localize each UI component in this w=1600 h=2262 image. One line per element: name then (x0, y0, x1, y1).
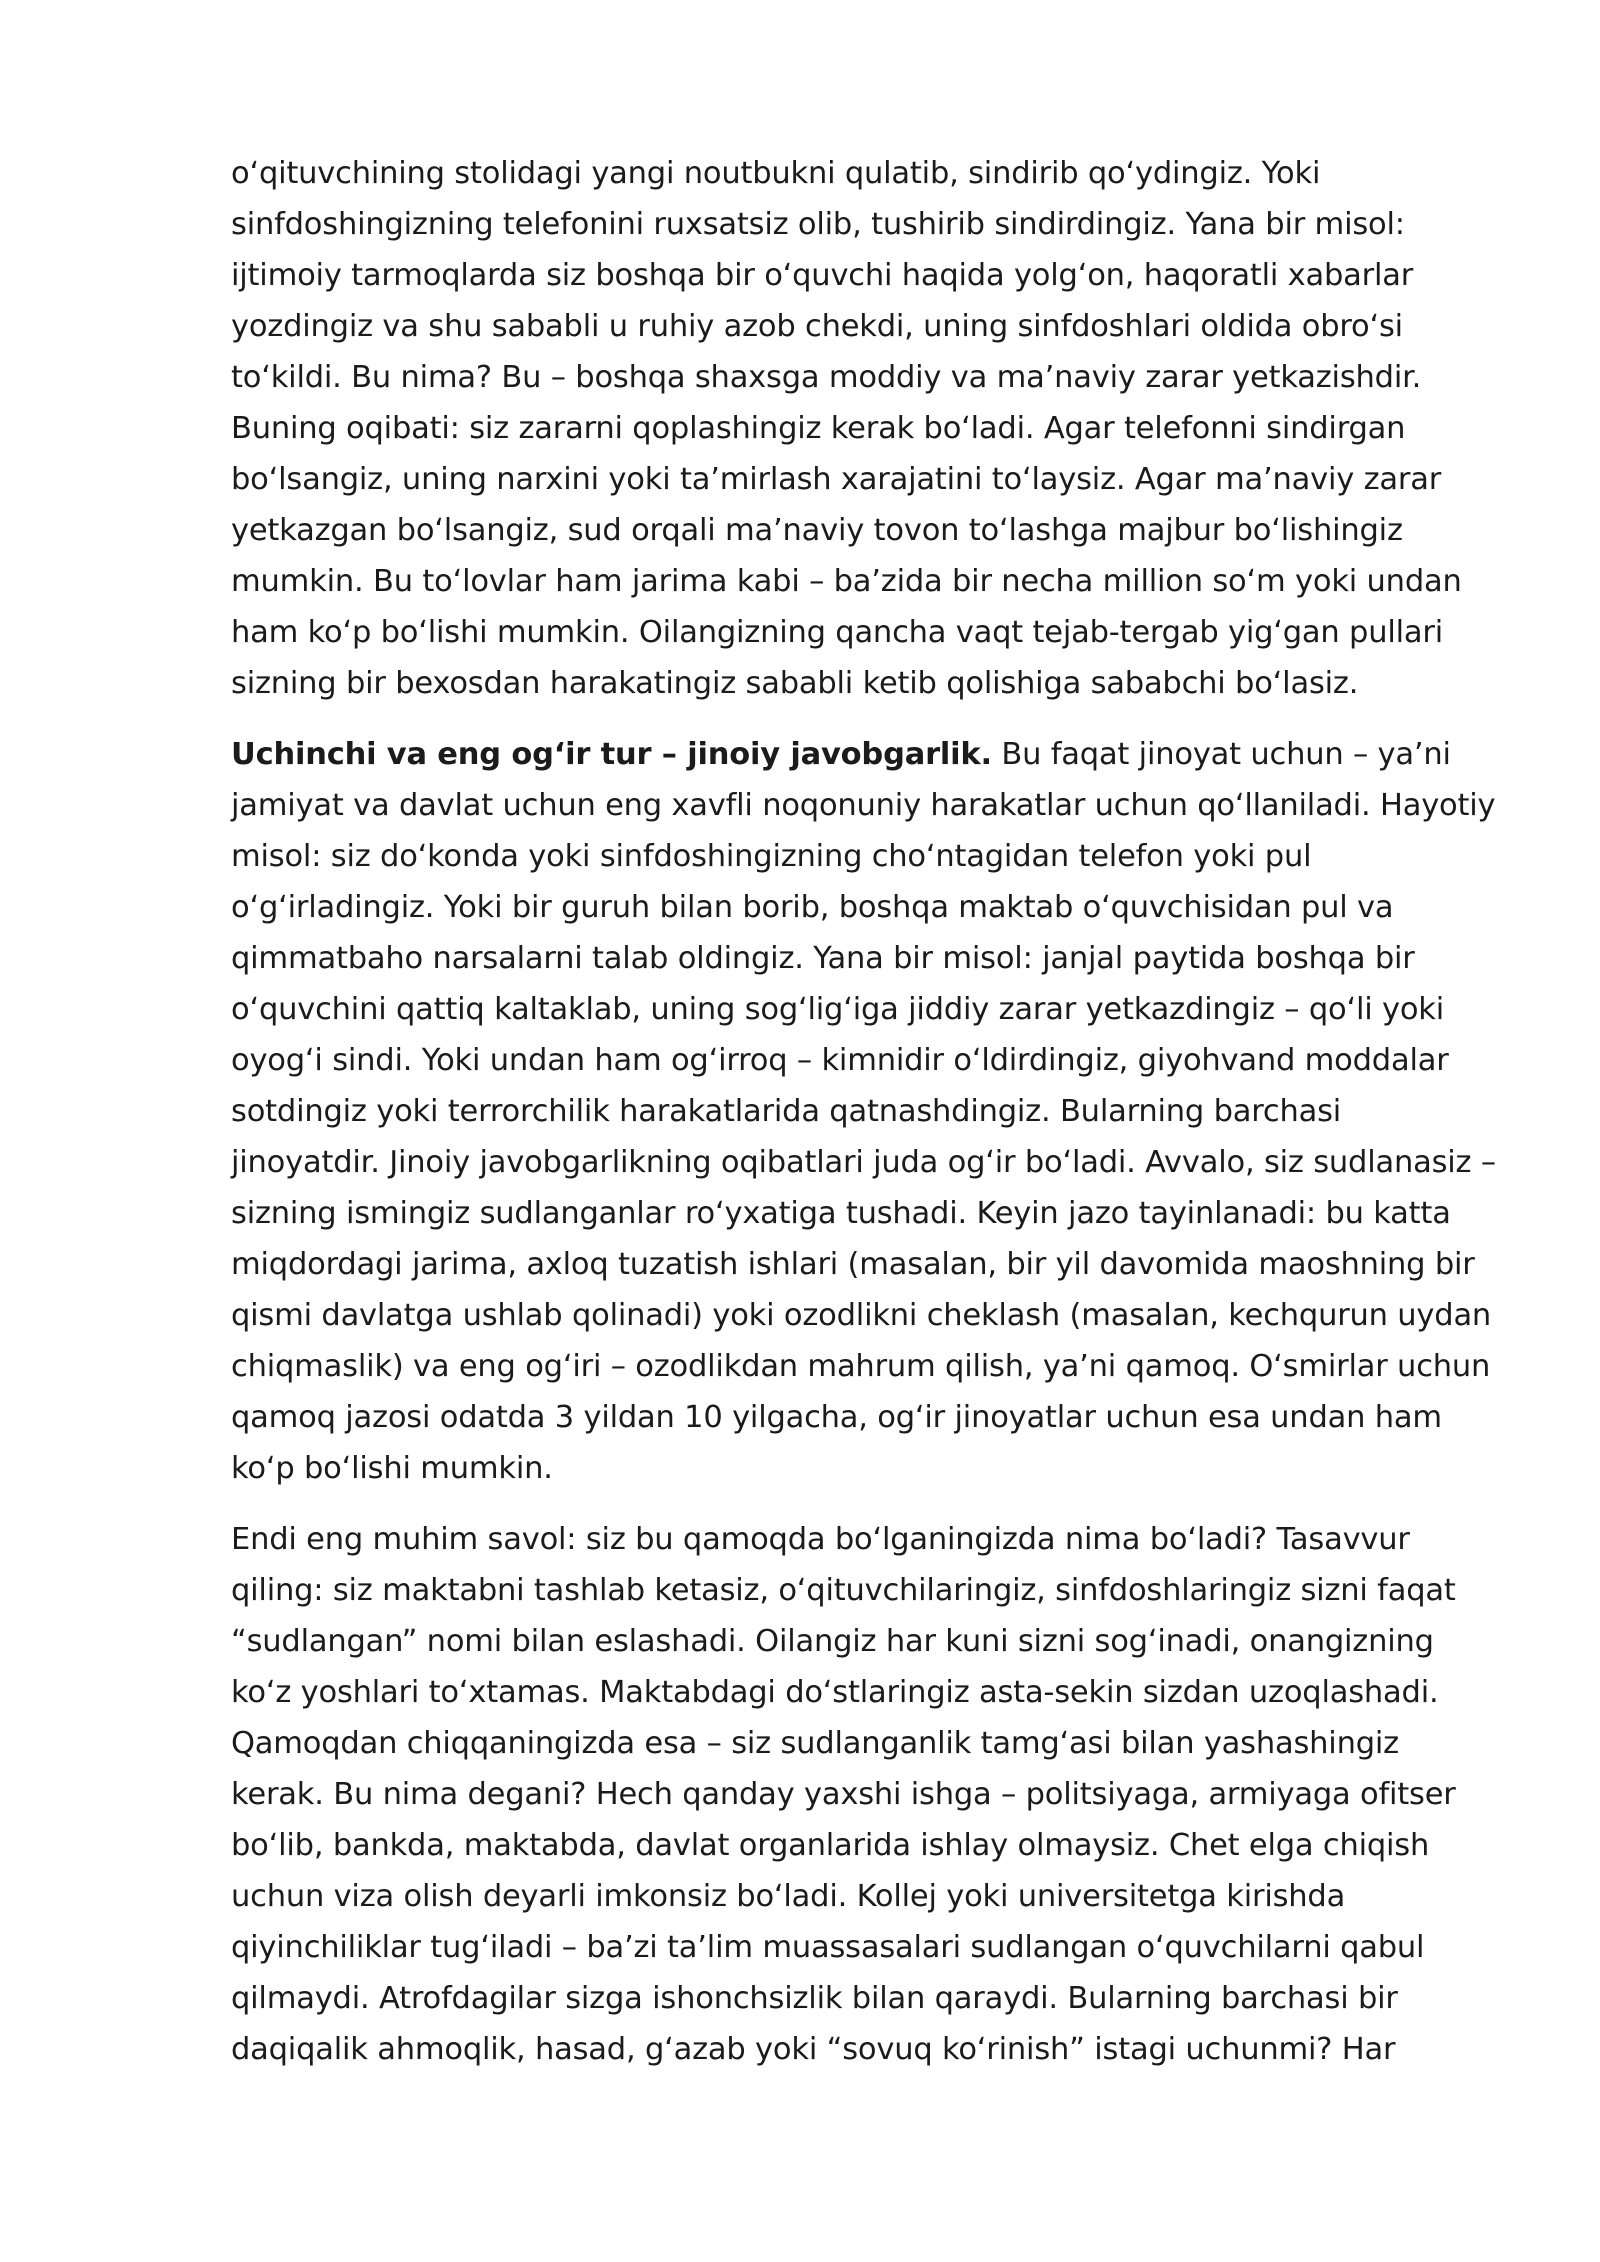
paragraph-criminal-liability (231, 729, 1501, 1494)
paragraph-lead-bold: Uchinchi va eng ogʻir tur – jinoiy javobgarlik. (231, 737, 992, 772)
paragraph-body: oʻqituvchining stolidagi yangi noutbukni qulatib, sindirib qoʻydingiz. Yoki sinfdoshingizning telefonini ruxsatsiz olib, tushirib sindirdingiz. Yana bir misol: ijtimoiy tarmoqlarda siz boshqa bir oʻquvchi haqida yolgʻon, haqoratli xabarlar yozdingiz va shu sababli u ruhiy azob chekdi, uning sinfdoshlari oldida obroʻsi toʻkildi. Bu nima? Bu – boshqa shaxsga moddiy va maʼnaviy zarar yetkazishdir. Buning oqibati: siz zararni qoplashingiz kerak boʻladi. Agar telefonni sindirgan boʻlsangiz, uning narxini yoki taʼmirlash xarajatini toʻlaysiz. Agar maʼnaviy zarar yetkazgan boʻlsangiz, sud orqali maʼnaviy tovon toʻlashga majbur boʻlishingiz mumkin. Bu toʻlovlar ham jarima kabi – baʼzida bir necha million soʻm yoki undan ham koʻp boʻlishi mumkin. Oilangizning qancha vaqt tejab-tergab yigʻgan pullari sizning bir bexosdan harakatingiz sababli ketib qolishiga sababchi boʻlasiz. (231, 156, 1462, 701)
paragraph-body: Bu faqat jinoyat uchun – yaʼni jamiyat va davlat uchun eng xavfli noqonuniy harakatlar uchun qoʻllaniladi. Hayotiy misol: siz doʻkonda yoki sinfdoshingizning choʻntagidan telefon yoki pul oʻgʻirladingiz. Yoki bir guruh bilan borib, boshqa maktab oʻquvchisidan pul va qimmatbaho narsalarni talab oldingiz. Yana bir misol: janjal paytida boshqa bir oʻquvchini qattiq kaltaklab, uning sogʻligʻiga jiddiy zarar yetkazdingiz – qoʻli yoki oyogʻi sindi. Yoki undan ham ogʻirroq – kimnidir oʻldirdingiz, giyohvand moddalar sotdingiz yoki terrorchilik harakatlarida qatnashdingiz. Bularning barchasi jinoyatdir. Jinoiy javobgarlikning oqibatlari juda ogʻir boʻladi. Avvalo, siz sudlanasiz – sizning ismingiz sudlanganlar roʻyxatiga tushadi. Keyin jazo tayinlanadi: bu katta miqdordagi jarima, axloq tuzatish ishlari (masalan, bir yil davomida maoshning bir qismi davlatga ushlab qolinadi) yoki ozodlikni cheklash (masalan, kechqurun uydan chiqmaslik) va eng ogʻiri – ozodlikdan mahrum qilish, yaʼni qamoq. Oʻsmirlar uchun qamoq jazosi odatda 3 yildan 10 yilgacha, ogʻir jinoyatlar uchun esa undan ham koʻp boʻlishi mumkin. (231, 737, 1496, 1486)
document-page (231, 148, 1501, 2095)
paragraph-body: Endi eng muhim savol: siz bu qamoqda boʻlganingizda nima boʻladi? Tasavvur qiling: siz maktabni tashlab ketasiz, oʻqituvchilaringiz, sinfdoshlaringiz sizni faqat “sudlangan” nomi bilan eslashadi. Oilangiz har kuni sizni sogʻinadi, onangizning koʻz yoshlari toʻxtamas. Maktabdagi doʻstlaringiz asta-sekin sizdan uzoqlashadi. Qamoqdan chiqqaningizda esa – siz sudlanganlik tamgʻasi bilan yashashingiz kerak. Bu nima degani? Hech qanday yaxshi ishga – politsiyaga, armiyaga ofitser boʻlib, bankda, maktabda, davlat organlarida ishlay olmaysiz. Chet elga chiqish uchun viza olish deyarli imkonsiz boʻladi. Kollej yoki universitetga kirishda qiyinchiliklar tugʻiladi – baʼzi taʼlim muassasalari sudlangan oʻquvchilarni qabul qilmaydi. Atrofdagilar sizga ishonchsizlik bilan qaraydi. Bularning barchasi bir daqiqalik ahmoqlik, hasad, gʻazab yoki “sovuq koʻrinish” istagi uchunmi? Har (231, 1522, 1456, 2067)
paragraph-consequences (231, 1514, 1501, 2075)
paragraph-material-liability (231, 148, 1501, 709)
